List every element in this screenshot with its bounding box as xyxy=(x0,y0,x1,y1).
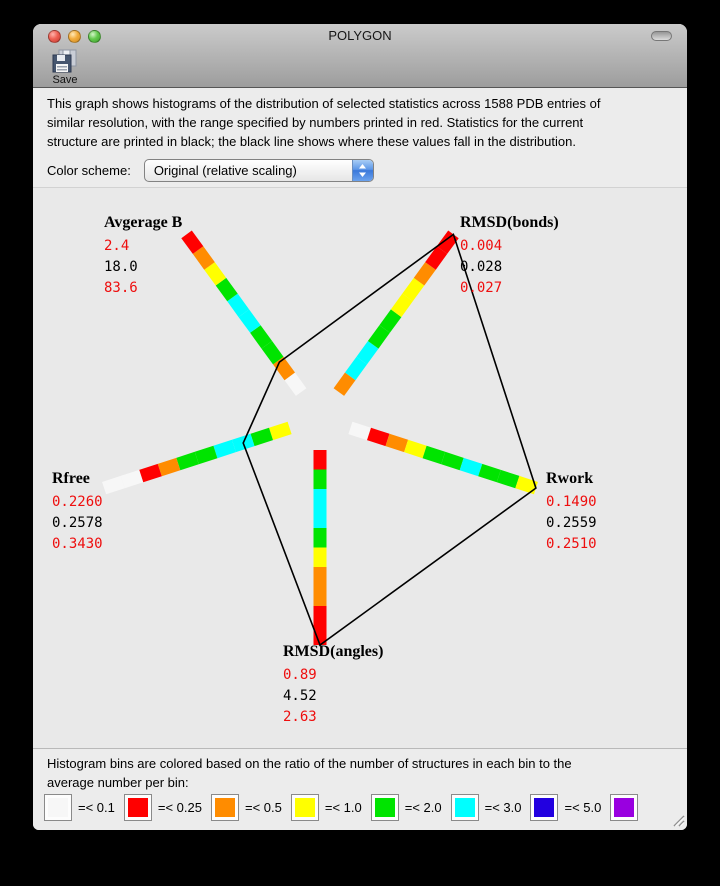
legend-item-white xyxy=(44,794,115,821)
resize-grip[interactable] xyxy=(670,812,685,827)
histogram-bin-cyan xyxy=(314,509,327,529)
histogram-bin-green xyxy=(251,428,274,446)
yellow-bin-swatch xyxy=(291,794,319,821)
description-text xyxy=(47,94,600,151)
green-bin-swatch-fill xyxy=(375,798,395,817)
axis-current-value-rmsd-angles: 4.52 xyxy=(283,688,317,704)
legend-label-orange: =< 0.5 xyxy=(244,800,282,815)
axis-block-avgerage-b xyxy=(104,214,182,299)
axis-current-value-avgerage-b: 18.0 xyxy=(104,259,138,275)
axis-current-value-rfree: 0.2578 xyxy=(52,515,103,531)
green-bin-swatch xyxy=(371,794,399,821)
histogram-bin-green xyxy=(478,464,501,482)
orange-bin-swatch-fill xyxy=(215,798,235,817)
description-line: structure are printed in black; the black line shows where these values fall in the distribution. xyxy=(47,134,576,149)
axis-label-avgerage-b: Avgerage B xyxy=(104,214,183,231)
description-line: This graph shows histograms of the distribution of selected statistics across 1588 PDB entries of xyxy=(47,96,601,111)
histogram-bin-green xyxy=(176,452,199,470)
axis-current-value-rmsd-bonds: 0.028 xyxy=(460,259,503,275)
legend-label-red: =< 0.25 xyxy=(157,800,202,815)
histogram-bin-yellow xyxy=(269,422,292,440)
legend-item-cyan xyxy=(451,794,522,821)
histogram-bin-yellow xyxy=(404,440,427,458)
histogram-bin-green xyxy=(314,528,327,548)
legend-caption-line: average number per bin: xyxy=(47,775,189,790)
axis-block-rmsd-angles xyxy=(283,643,383,728)
histogram-bin-red xyxy=(314,450,327,470)
description-panel xyxy=(33,88,687,188)
axis-range-min-avgerage-b: 2.4 xyxy=(104,238,130,254)
yellow-bin-swatch-fill xyxy=(295,798,315,817)
histogram-bin-red xyxy=(367,428,390,446)
polygon-window xyxy=(33,24,687,830)
axis-range-max-rfree: 0.3430 xyxy=(52,536,103,552)
window-header xyxy=(33,24,687,88)
blue-bin-swatch-fill xyxy=(534,798,554,817)
orange-bin-swatch xyxy=(211,794,239,821)
legend-label-green: =< 2.0 xyxy=(404,800,442,815)
legend-item-blue xyxy=(530,794,601,821)
histogram-bin-red xyxy=(314,606,327,626)
white-bin-swatch xyxy=(44,794,72,821)
axis-range-max-rmsd-angles: 2.63 xyxy=(283,709,317,725)
histogram-bin-green xyxy=(314,470,327,490)
axis-range-min-rfree: 0.2260 xyxy=(52,494,103,510)
polygon-chart-panel xyxy=(33,188,687,748)
axis-label-rwork: Rwork xyxy=(546,470,594,487)
axis-label-rmsd-angles: RMSD(angles) xyxy=(283,643,384,660)
legend-item-yellow xyxy=(291,794,362,821)
popup-stepper-icon xyxy=(352,160,373,181)
save-floppy-icon xyxy=(52,49,78,73)
legend-item-red xyxy=(124,794,202,821)
legend-row xyxy=(44,794,681,821)
histogram-bin-white xyxy=(102,476,125,494)
legend-item-purple xyxy=(610,794,644,821)
axis-block-rwork xyxy=(546,470,597,555)
cyan-bin-swatch-fill xyxy=(455,798,475,817)
legend-label-blue: =< 5.0 xyxy=(564,800,602,815)
red-bin-swatch xyxy=(124,794,152,821)
histogram-bin-cyan xyxy=(314,489,327,509)
axis-range-max-rmsd-bonds: 0.027 xyxy=(460,280,503,296)
titlebar xyxy=(33,24,687,48)
histogram-bin-red xyxy=(139,464,162,482)
legend-panel xyxy=(33,748,687,830)
blue-bin-swatch xyxy=(530,794,558,821)
histogram-bin-orange xyxy=(314,567,327,587)
axis-label-rmsd-bonds: RMSD(bonds) xyxy=(460,214,559,231)
color-scheme-row xyxy=(47,158,374,182)
histogram-bin-white xyxy=(348,422,371,440)
axis-range-min-rmsd-bonds: 0.004 xyxy=(460,238,503,254)
histogram-bin-cyan xyxy=(460,458,483,476)
axis-range-min-rmsd-angles: 0.89 xyxy=(283,667,317,683)
axis-current-value-rwork: 0.2559 xyxy=(546,515,597,531)
axis-block-rmsd-bonds xyxy=(460,214,559,299)
white-bin-swatch-fill xyxy=(48,798,68,817)
histogram-bin-orange xyxy=(158,458,181,476)
histogram-bin-green xyxy=(497,470,520,488)
axis-block-rfree xyxy=(52,470,103,555)
color-scheme-label: Color scheme: xyxy=(47,162,131,178)
histogram-bin-green xyxy=(195,446,218,464)
axis-range-max-rwork: 0.2510 xyxy=(546,536,597,552)
histogram-bin-cyan xyxy=(213,440,236,458)
legend-label-cyan: =< 3.0 xyxy=(484,800,522,815)
window-title: POLYGON xyxy=(328,28,392,43)
toolbar-toggle-button[interactable] xyxy=(651,31,672,41)
legend-label-white: =< 0.1 xyxy=(78,800,115,815)
legend-caption-line: Histogram bins are colored based on the ratio of the number of structures in each bin to the xyxy=(47,756,572,771)
axis-range-min-rwork: 0.1490 xyxy=(546,494,597,510)
legend-item-orange xyxy=(211,794,282,821)
legend-caption xyxy=(47,754,572,792)
cyan-bin-swatch xyxy=(451,794,479,821)
histogram-bin-orange xyxy=(314,587,327,607)
color-scheme-value: Original (relative scaling) xyxy=(153,162,297,178)
description-line: similar resolution, with the range specified by numbers printed in red. Statistics for the current xyxy=(47,115,584,130)
histogram-bin-green xyxy=(441,452,464,470)
axis-label-rfree: Rfree xyxy=(52,470,90,487)
red-bin-swatch-fill xyxy=(128,798,148,817)
legend-item-green xyxy=(371,794,442,821)
histogram-bin-yellow xyxy=(314,548,327,568)
axis-range-max-avgerage-b: 83.6 xyxy=(104,280,138,296)
save-button-label: Save xyxy=(52,74,78,86)
purple-bin-swatch-fill xyxy=(614,798,634,817)
color-scheme-select[interactable] xyxy=(144,159,374,182)
legend-label-yellow: =< 1.0 xyxy=(324,800,362,815)
purple-bin-swatch xyxy=(610,794,638,821)
histogram-bin-green xyxy=(423,446,446,464)
histogram-bin-orange xyxy=(386,434,409,452)
histogram-bin-white xyxy=(121,470,144,488)
save-button[interactable] xyxy=(43,49,87,87)
